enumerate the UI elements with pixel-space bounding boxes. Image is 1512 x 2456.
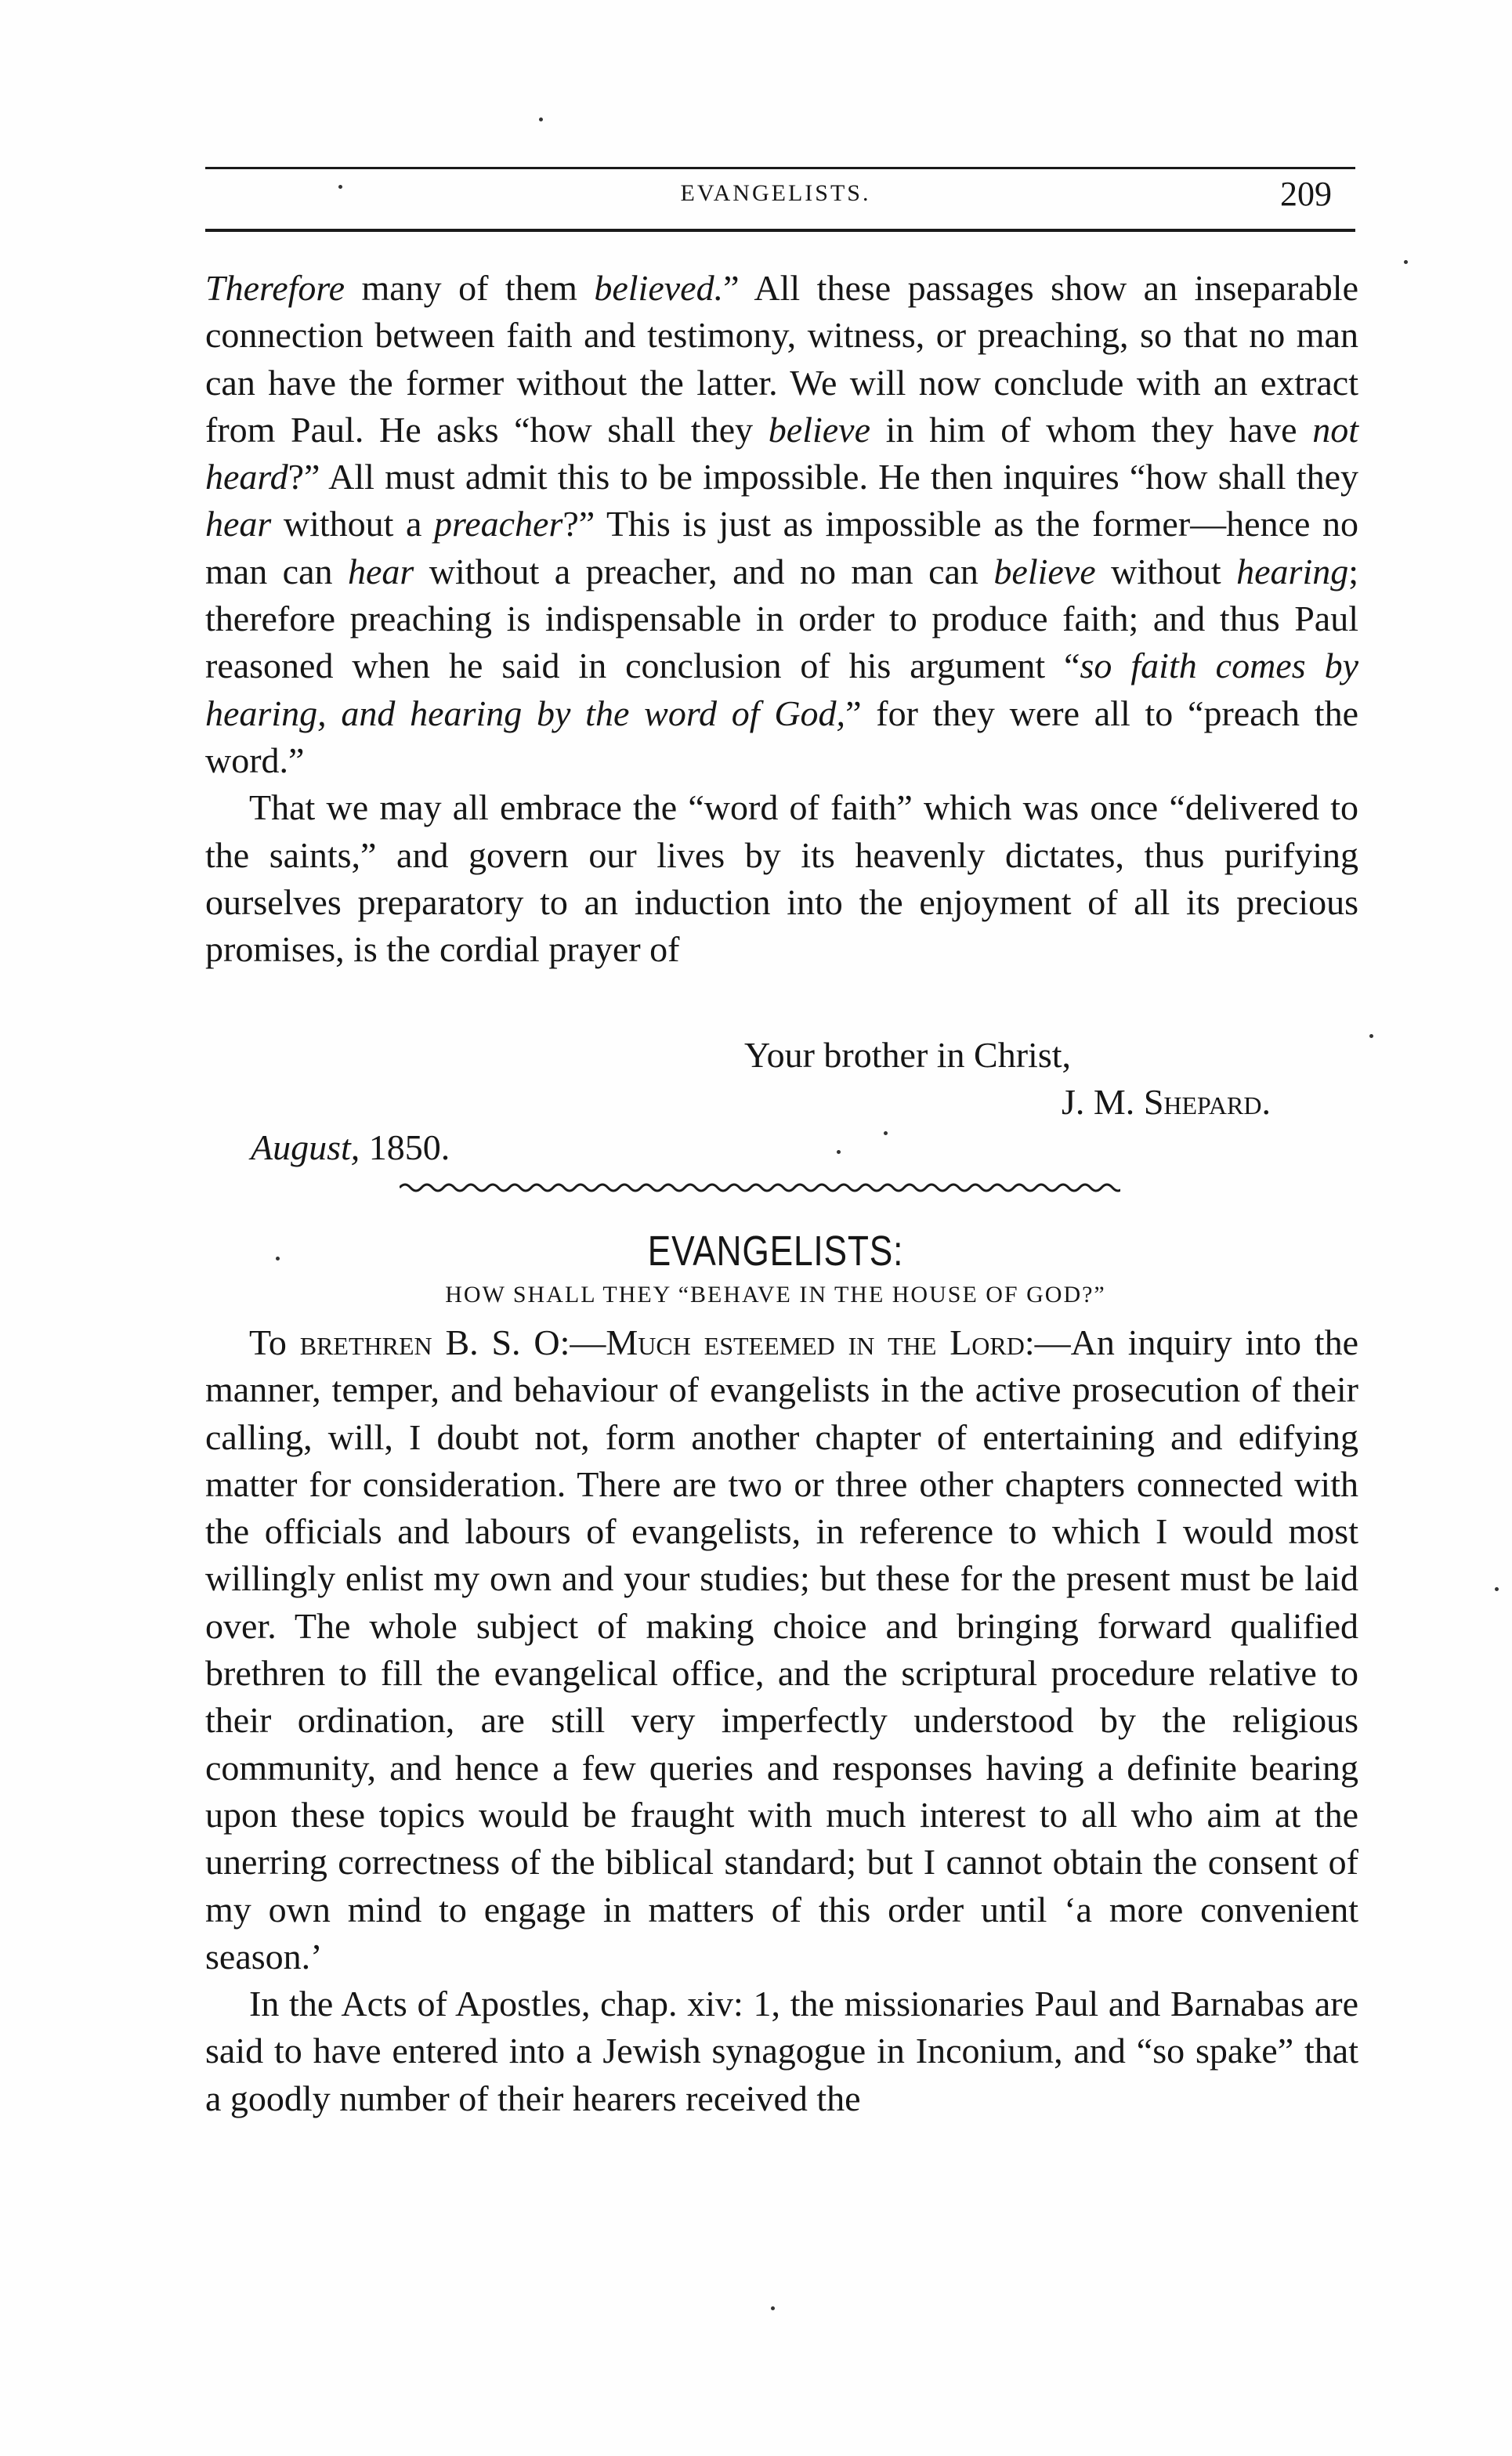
date-line: [251, 1127, 450, 1168]
article1-paragraph-1: [205, 265, 1358, 784]
date-year: 1850.: [368, 1127, 450, 1167]
scan-speck: [338, 185, 342, 189]
article2-paragraph-1: [205, 1319, 1358, 1980]
text-run: ” for they were all to “preach the word.”: [205, 693, 1358, 780]
wavy-divider: [400, 1180, 1120, 1195]
scan-speck: [1369, 1034, 1373, 1038]
italic-run: so faith comes by hearing, and hearing by the word of God,: [205, 646, 1358, 733]
text-run: without: [1095, 551, 1237, 591]
closing-line: Your brother in Christ,: [744, 1035, 1072, 1075]
italic-run: Therefore: [205, 268, 345, 308]
page-number: 209: [1280, 175, 1332, 213]
text-run: many of them: [345, 268, 595, 308]
text-run: without a: [271, 504, 435, 544]
text-run: ?” This is just as impossible as the former—hence no man can: [205, 504, 1358, 591]
text-run: ; therefore preaching is indispensable in order to produce faith; and thus Paul reasoned when he said in conclusion of his argument “: [205, 551, 1359, 686]
italic-run: believe: [993, 551, 1096, 591]
italic-run: hearing: [1236, 551, 1349, 591]
scan-speck: [1404, 260, 1408, 264]
signature: [1062, 1081, 1271, 1123]
signature-surname: Shepard.: [1143, 1082, 1271, 1122]
header-rule-top: [205, 167, 1355, 169]
text-run: in him of whom they have: [870, 409, 1313, 450]
salutation-much-esteemed: Much esteemed in the: [606, 1322, 937, 1362]
salutation-names: B. S. O:—: [445, 1322, 606, 1362]
italic-run: hear: [347, 551, 414, 591]
scan-speck: [276, 1257, 280, 1261]
article2-paragraph-1-text: :—An inquiry into the manner, temper, and behaviour of evangelists in the active prosecution of their calling, will, I doubt not, form another chapter of entertaining and edifying matter for consideration. There are two or three other chapters connected with the officials and labours of evangelists, in reference to which I would most willingly enlist my own and your studies; but these for the present must be laid over. The whole subject of making choice and bringing forward qualified brethren to fill the evangelical office, and the scriptural procedure relative to their ordination, are still very imperfectly understood by the religious community, and hence a few queries and responses having a definite bearing upon these topics would be fraught with much interest to all who aim at the unerring correctness of the biblical standard; but I cannot obtain the consent of my own mind to engage in matters of this order until ‘a more convenient season.’: [205, 1322, 1358, 1977]
article1-paragraph-2: That we may all embrace the “word of faith” which was once “delivered to the saints,” and govern our lives by its heavenly dictates, thus purifying ourselves preparatory to an induction into the enjoyment of all its precious promises, is the cordial prayer of: [205, 787, 1358, 970]
scan-speck: [771, 2306, 775, 2310]
running-head-title: EVANGELISTS.: [680, 180, 871, 206]
article2-body: [205, 1319, 1358, 2122]
article2-paragraph-2: In the Acts of Apostles, chap. xiv: 1, the missionaries Paul and Barnabas are said to have entered into a Jewish synagogue in Inconium, and “so spake” that a goodly number of their hearers received the: [205, 1984, 1358, 2118]
article2-subtitle: HOW SHALL THEY “BEHAVE IN THE HOUSE OF GOD?”: [445, 1282, 1106, 1308]
date-month: August,: [251, 1127, 360, 1167]
article2-title: EVANGELISTS:: [647, 1228, 904, 1275]
signature-initials: J. M.: [1062, 1082, 1135, 1122]
italic-run: preacher: [434, 504, 563, 544]
scan-speck: [539, 118, 543, 121]
salutation-brethren: brethren: [299, 1322, 432, 1362]
article1-body: [205, 265, 1358, 973]
salutation-lord: Lord: [950, 1322, 1025, 1362]
running-head: [204, 174, 1347, 221]
italic-run: believed.: [594, 268, 724, 308]
header-rule-bottom: [205, 229, 1355, 232]
text-run: ” All these passages show an inseparable connection between faith and testimony, witness, or preaching, so that no man can have the former without the latter. We will now conclude with an extract from Paul. He asks “how shall they: [205, 268, 1358, 450]
italic-run: not heard: [205, 409, 1358, 497]
italic-run: hear: [205, 504, 272, 544]
scan-speck: [1495, 1587, 1499, 1591]
salutation-lead: To: [249, 1322, 287, 1362]
scan-speck: [837, 1150, 841, 1154]
scan-speck: [884, 1131, 888, 1135]
text-run: ?” All must admit this to be impossible. He then inquires “how shall they: [288, 457, 1358, 497]
italic-run: believe: [768, 409, 871, 450]
text-run: without a preacher, and no man can: [414, 551, 994, 591]
